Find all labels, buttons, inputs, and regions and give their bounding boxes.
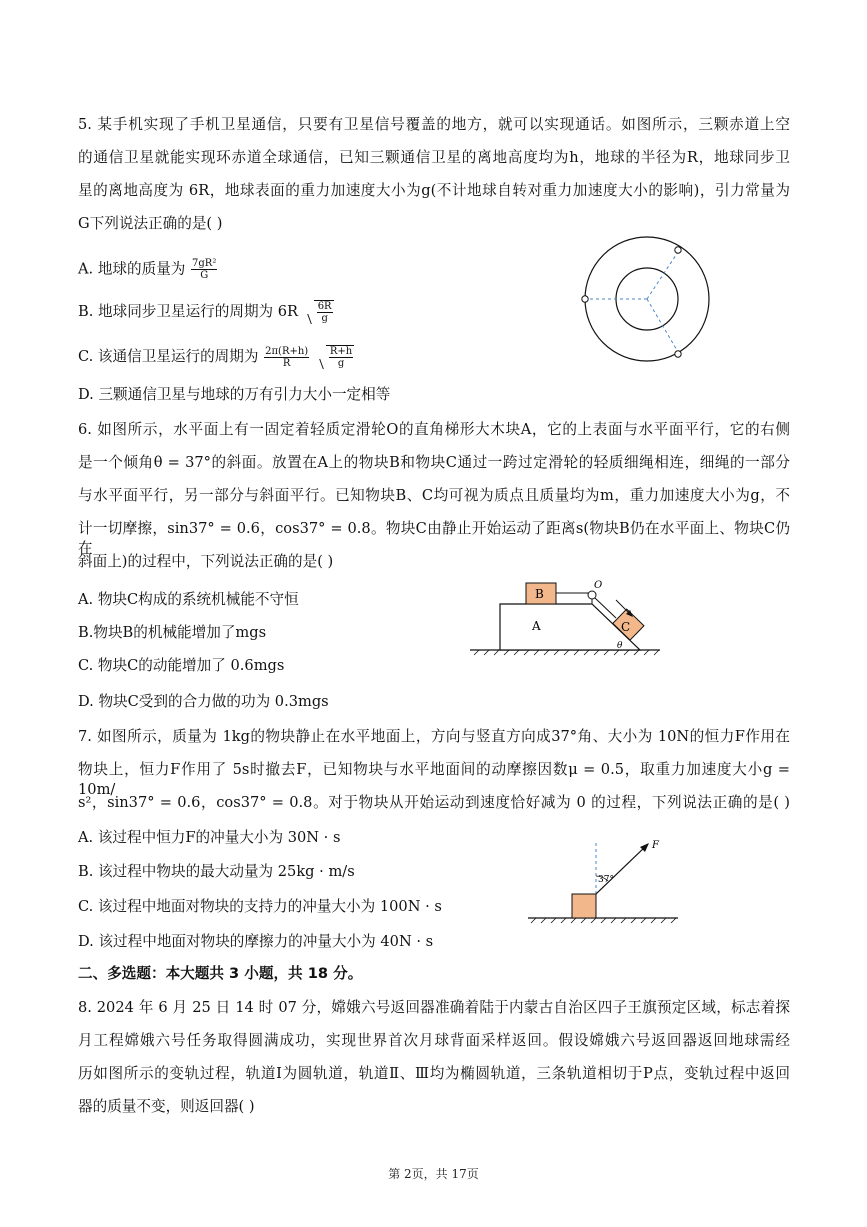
q6-ground-hatch — [474, 650, 659, 655]
q6-label-o: O — [594, 580, 603, 591]
q6-line-1: 6. 如图所示，水平面上有一固定着轻质定滑轮O的直角梯形大木块A，它的上表面与水平面平行，它的右侧 — [78, 421, 790, 438]
q6-incline-figure — [470, 578, 670, 658]
section-2-heading: 二、多选题：本大题共 3 小题，共 18 分。 — [78, 965, 363, 982]
q7-line-3: s²，sin37° = 0.6，cos37° = 0.8。对于物块从开始运动到速度恰好减为 0 的过程，下列说法正确的是( ) — [78, 794, 790, 811]
q7-option-d: D. 该过程中地面对物块的摩擦力的冲量大小为 40N · s — [78, 933, 434, 950]
q5-line-4: G下列说法正确的是( ) — [78, 215, 223, 232]
q5-line-1: 5. 某手机实现了手机卫星通信，只要有卫星信号覆盖的地方，就可以实现通话。如图所示，三颗赤道上空 — [78, 116, 790, 133]
q5-option-c-den: g — [337, 358, 345, 369]
q5-dash-upper — [647, 252, 678, 299]
q5-option-c-text: C. 该通信卫星运行的周期为 — [78, 348, 259, 365]
q5-option-a-den: G — [200, 270, 209, 281]
q8-line-3: 历如图所示的变轨过程，轨道Ⅰ为圆轨道，轨道Ⅱ、Ⅲ均为椭圆轨道，三条轨道相切于P点，变轨过程中返回 — [78, 1065, 790, 1082]
q5-option-a-num: 7gR² — [192, 258, 217, 269]
q7-option-a: A. 该过程中恒力F的冲量大小为 30N · s — [78, 829, 341, 846]
q7-option-c: C. 该过程中地面对物块的支持力的冲量大小为 100N · s — [78, 898, 442, 915]
q5-satellite-upper — [675, 247, 681, 253]
q6-option-c: C. 物块C的动能增加了 0.6mgs — [78, 657, 285, 674]
q5-option-c-frac-num: 2π(R+h) — [265, 345, 309, 357]
q7-ground-hatch — [531, 918, 676, 923]
q6-label-a: A — [532, 619, 541, 633]
q7-force-figure — [528, 838, 683, 926]
q5-option-c-fraction — [264, 346, 309, 369]
q7-line-1: 7. 如图所示，质量为 1kg的物块静止在水平地面上，方向与竖直方向成37°角、大小为 10N的恒力F作用在 — [78, 728, 790, 745]
q8-line-1: 8. 2024 年 6 月 25 日 14 时 07 分，嫦娥六号返回器准确着陆于内蒙古自治区四子王旗预定区域，标志着探 — [78, 999, 790, 1016]
q5-option-a-text: A. 地球的质量为 — [78, 260, 186, 278]
q7-option-b: B. 该过程中物块的最大动量为 25kg · m/s — [78, 863, 355, 880]
q5-option-c — [78, 345, 354, 369]
q6-line-3: 与水平面平行，另一部分与斜面平行。已知物块B、C均可视为质点且质量均为m，重力加速度大小为g，不 — [78, 487, 790, 504]
q5-satellite-left — [582, 296, 588, 302]
q6-option-d: D. 物块C受到的合力做的功为 0.3mgs — [78, 693, 329, 710]
q5-option-c-sqrt — [317, 345, 354, 369]
q6-pulley — [588, 591, 596, 599]
q7-label-angle: 37° — [598, 875, 614, 885]
q5-option-a-fraction — [191, 258, 217, 281]
q7-label-f: F — [652, 840, 659, 851]
q5-satellite-figure — [580, 228, 715, 363]
q5-line-3: 星的离地高度为 6R，地球表面的重力加速度大小为g(不计地球自转对重力加速度大小的影响)，引力常量为 — [78, 182, 790, 199]
q6-motion-arrow — [616, 600, 630, 614]
q6-option-a: A. 物块C构成的系统机械能不守恒 — [78, 591, 299, 608]
q8-line-4: 器的质量不变，则返回器( ) — [78, 1098, 255, 1115]
q8-line-2: 月工程嫦娥六号任务取得圆满成功，实现世界首次月球背面采样返回。假设嫦娥六号返回器返回地球需经 — [78, 1032, 790, 1049]
page-footer: 第 2页，共 17页 — [388, 1167, 479, 1181]
q5-option-b-text: B. 地球同步卫星运行的周期为 6R — [78, 303, 299, 320]
q5-option-b-fraction — [317, 301, 333, 324]
q6-line-5: 斜面上)的过程中，下列说法正确的是( ) — [78, 553, 334, 570]
q7-force-line — [596, 846, 646, 894]
q6-option-b: B.物块B的机械能增加了mgs — [78, 624, 267, 641]
q5-option-c-sqrt-fraction — [329, 346, 353, 369]
q5-line-2: 的通信卫星就能实现环赤道全球通信，已知三颗通信卫星的离地高度均为h，地球的半径为R，地球同步卫 — [78, 149, 790, 166]
q5-option-a — [78, 258, 218, 281]
q5-satellite-lower — [675, 351, 681, 357]
q5-option-c-num: R+h — [329, 346, 353, 357]
q7-line-2: 物块上，恒力F作用了 5s时撤去F，已知物块与水平地面间的动摩擦因数μ = 0.5，取重力加速度大小g = 10m/ — [78, 761, 790, 798]
q6-label-theta: θ — [617, 641, 623, 651]
q5-option-c-frac-den: R — [282, 357, 291, 369]
q6-label-b: B — [535, 587, 544, 601]
q6-line-4: 计一切摩擦，sin37° = 0.6，cos37° = 0.8。物块C由静止开始运动了距离s(物块B仍在水平面上、物块C仍在 — [78, 520, 790, 557]
q5-option-b — [78, 300, 334, 324]
q5-option-b-den: g — [321, 313, 328, 324]
q5-dash-lower — [647, 299, 678, 352]
q7-block — [572, 894, 596, 918]
q5-option-b-num: 6R — [317, 301, 332, 312]
q5-option-b-sqrt — [305, 300, 334, 324]
q6-label-c: C — [621, 620, 631, 634]
q6-line-2: 是一个倾角θ = 37°的斜面。放置在A上的物块B和物块C通过一跨过定滑轮的轻质细绳相连，细绳的一部分 — [78, 454, 790, 471]
q5-option-d: D. 三颗通信卫星与地球的万有引力大小一定相等 — [78, 386, 391, 403]
